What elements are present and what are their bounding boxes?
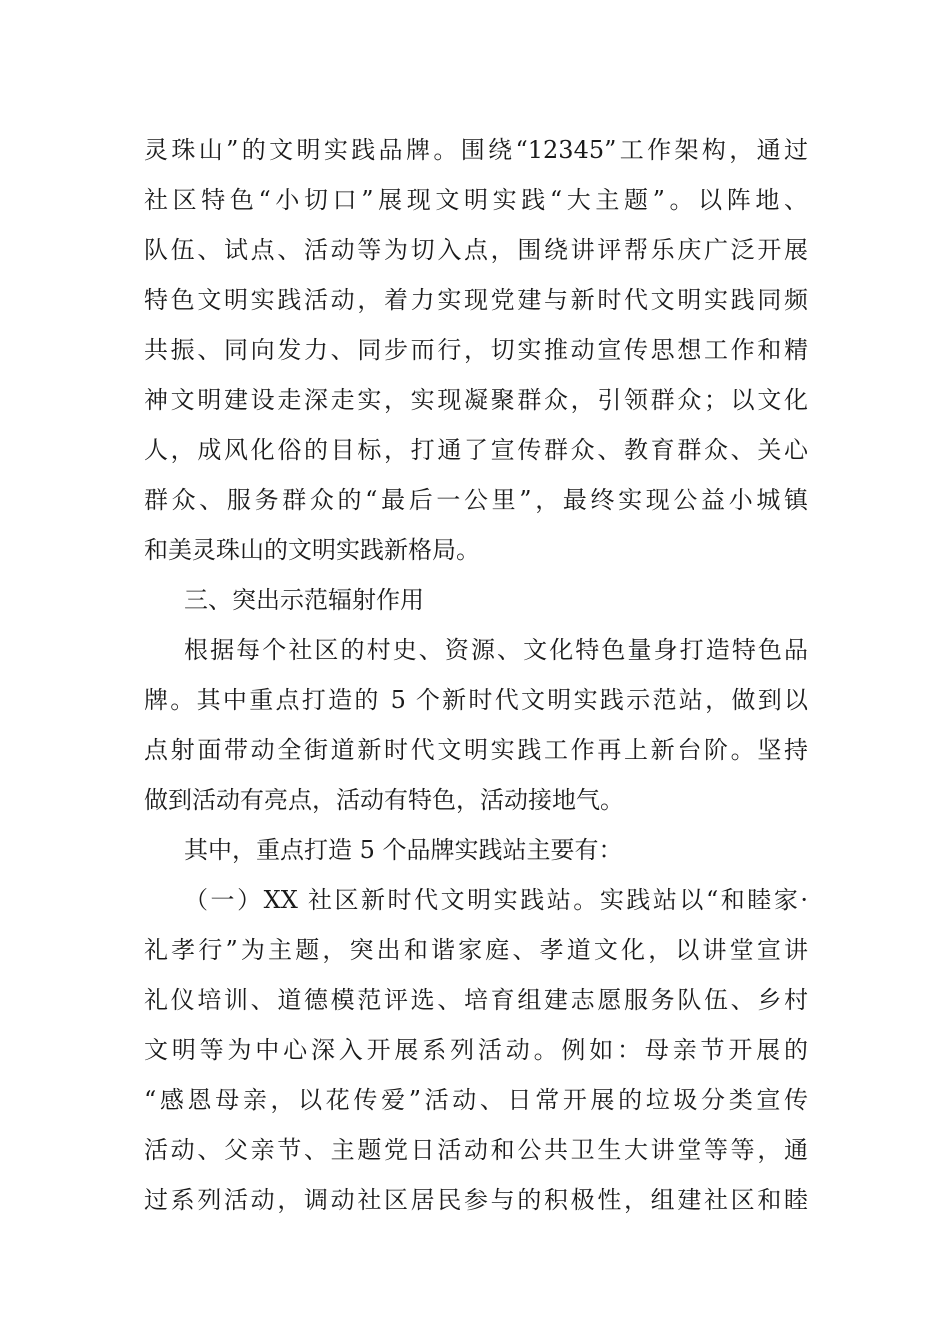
text-line: 礼孝行”为主题，突出和谐家庭、孝道文化，以讲堂宣讲 <box>144 936 808 964</box>
text-line: （一）XX 社区新时代文明实践站。实践站以“和睦家· <box>184 886 808 914</box>
text-line: 灵珠山”的文明实践品牌。围绕“12345”工作架构，通过 <box>144 136 808 164</box>
text-line: 群众、服务群众的“最后一公里”，最终实现公益小城镇 <box>144 486 808 514</box>
text-line: 神文明建设走深走实，实现凝聚群众，引领群众；以文化 <box>144 386 808 414</box>
text-line: 文明等为中心深入开展系列活动。例如：母亲节开展的 <box>144 1036 808 1064</box>
text-line: “感恩母亲，以花传爱”活动、日常开展的垃圾分类宣传 <box>144 1086 808 1114</box>
text-line: 社区特色“小切口”展现文明实践“大主题”。以阵地、 <box>144 186 808 214</box>
text-line: 做到活动有亮点，活动有特色，活动接地气。 <box>144 786 624 814</box>
text-line: 队伍、试点、活动等为切入点，围绕讲评帮乐庆广泛开展 <box>144 236 808 264</box>
text-line: 特色文明实践活动，着力实现党建与新时代文明实践同频 <box>144 286 808 314</box>
text-line: 人，成风化俗的目标，打通了宣传群众、教育群众、关心 <box>144 436 808 464</box>
text-line: 礼仪培训、道德模范评选、培育组建志愿服务队伍、乡村 <box>144 986 808 1014</box>
text-line: 活动、父亲节、主题党日活动和公共卫生大讲堂等等，通 <box>144 1136 808 1164</box>
text-line: 根据每个社区的村史、资源、文化特色量身打造特色品 <box>184 636 808 664</box>
text-line: 共振、同向发力、同步而行，切实推动宣传思想工作和精 <box>144 336 808 364</box>
text-line: 点射面带动全街道新时代文明实践工作再上新台阶。坚持 <box>144 736 808 764</box>
text-line: 过系列活动，调动社区居民参与的积极性，组建社区和睦 <box>144 1186 808 1214</box>
text-line: 和美灵珠山的文明实践新格局。 <box>144 536 480 564</box>
document-body <box>144 125 808 1225</box>
text-line: 三、突出示范辐射作用 <box>184 586 424 614</box>
text-line: 牌。其中重点打造的 5 个新时代文明实践示范站，做到以 <box>144 686 808 714</box>
text-line: 其中，重点打造 5 个品牌实践站主要有： <box>184 836 623 864</box>
